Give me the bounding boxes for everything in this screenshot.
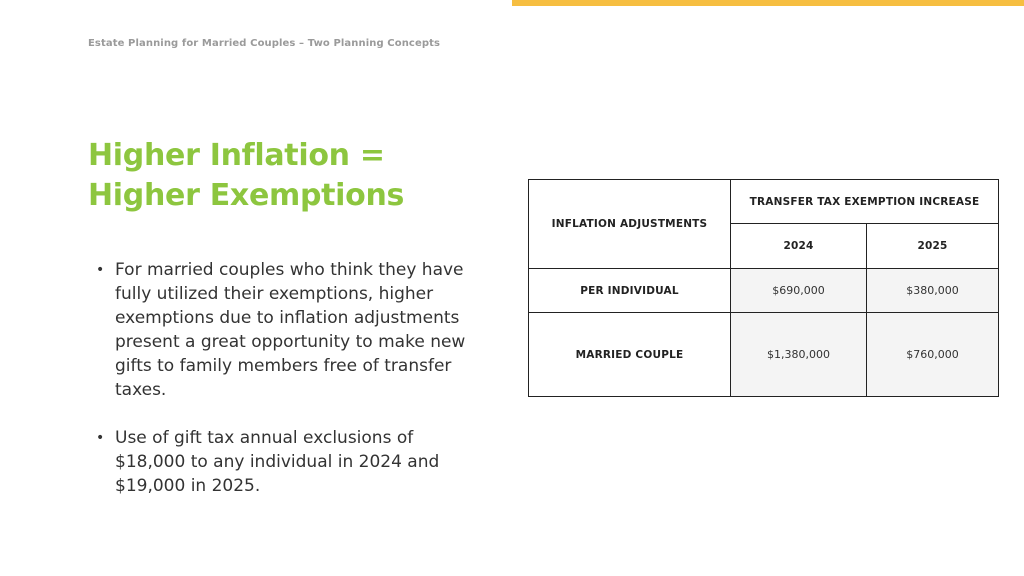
table-year-header: 2024 [731, 224, 867, 268]
exemption-table [528, 179, 999, 397]
table-cell: $690,000 [731, 268, 867, 312]
bullet-dot-icon: • [96, 430, 105, 446]
top-accent-bar [512, 0, 1024, 6]
slide-title [88, 136, 404, 216]
bullet-text: For married couples who think they have fully utilized their exemptions, higher exemptions due to inflation adjustments present a great opportunity to make new gifts to family members free of transfer taxes. [115, 260, 466, 400]
bullet-text: Use of gift tax annual exclusions of $18,000 to any individual in 2024 and $19,000 in 2025. [115, 428, 440, 496]
table-row [529, 313, 999, 397]
table-year-header: 2025 [867, 224, 999, 268]
table-row-label: MARRIED COUPLE [529, 313, 731, 397]
table-group-header: TRANSFER TAX EXEMPTION INCREASE [731, 180, 999, 224]
bullet-item [94, 426, 484, 498]
bullet-list [94, 258, 484, 522]
slide-title-line-1: Higher Inflation = [88, 138, 385, 173]
table-row [529, 268, 999, 312]
table-row-header-title: INFLATION ADJUSTMENTS [529, 180, 731, 269]
bullet-dot-icon: • [96, 262, 105, 278]
table-cell: $760,000 [867, 313, 999, 397]
slide-title-line-2: Higher Exemptions [88, 178, 405, 213]
table-header-row [529, 180, 999, 224]
table-cell: $1,380,000 [731, 313, 867, 397]
deck-subtitle: Estate Planning for Married Couples – Two Planning Concepts [88, 38, 441, 49]
table-row-label: PER INDIVIDUAL [529, 268, 731, 312]
table-cell: $380,000 [867, 268, 999, 312]
bullet-item [94, 258, 484, 402]
